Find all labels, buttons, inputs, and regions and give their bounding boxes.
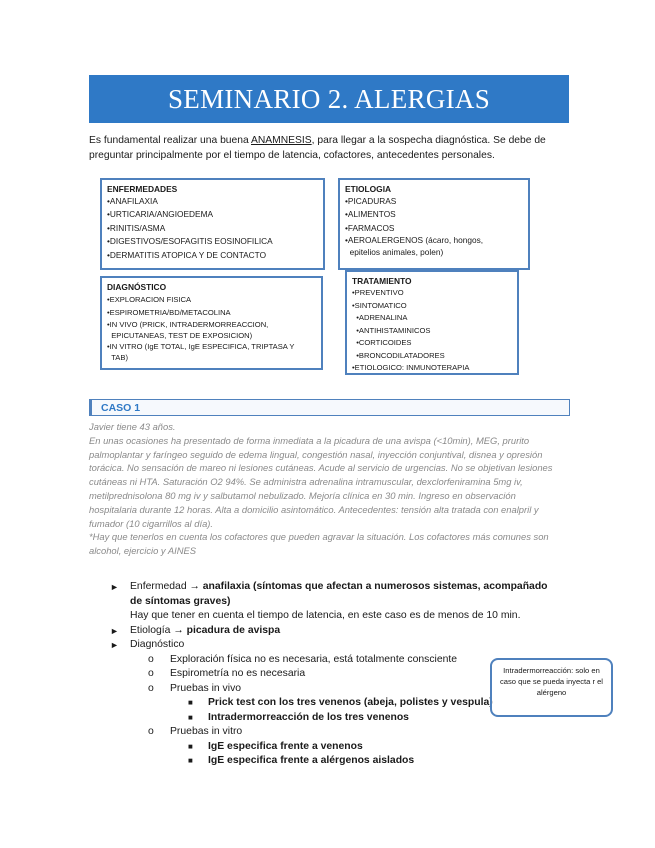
intro-paragraph [89, 133, 574, 163]
box-etiologia-heading: ETIOLOGIA [345, 184, 392, 194]
box-item: •RINITIS/ASMA [107, 222, 166, 233]
box-item: •URTICARIA/ANGIOEDEMA [107, 209, 214, 220]
box-tratamiento-heading: TRATAMIENTO [352, 276, 412, 286]
circle-bullet-icon: o [148, 668, 154, 679]
box-enfermedades [100, 178, 325, 270]
box-item: •BRONCODILATADORES [352, 350, 445, 360]
intro-text-start: Es fundamental realizar una buena [89, 135, 251, 146]
box-item: •FARMACOS [345, 222, 395, 233]
list-text: IgE especifica frente a venenos [208, 740, 363, 752]
box-etiologia [338, 178, 530, 270]
list-text: Prick test con los tres venenos (abeja, polistes y vespula) [208, 697, 493, 708]
intro-text-end: , para llegar a la sospecha diagnóstica. Se debe de preguntar principalmente por el tiempo de latencia, cofactores, antecedentes personales. [89, 135, 546, 161]
square-bullet-icon: ■ [188, 756, 193, 765]
caso-header [89, 399, 570, 416]
box-item: •DERMATITIS ATOPICA Y DE CONTACTO [107, 249, 267, 260]
list-label: Etiología → [130, 624, 187, 636]
box-item: •IN VIVO (PRICK, INTRADERMORREACCION, [107, 320, 269, 329]
caso-label: CASO 1 [101, 401, 141, 414]
arrow-bullet-icon: ► [110, 582, 119, 592]
case-description [89, 420, 564, 558]
circle-bullet-icon: o [148, 653, 154, 665]
title-banner [89, 75, 569, 123]
intro-anamnesis: ANAMNESIS [251, 135, 312, 146]
box-item: •ANAFILAXIA [107, 196, 158, 206]
case-age: Javier tiene 43 años. [89, 421, 176, 432]
list-value: anafilaxia (síntomas que afectan a numerosos sistemas, acompañado de síntomas graves) [130, 581, 548, 607]
case-note: *Hay que tenerlos en cuenta los cofactores que pueden agravar la situación. Los cofactores más comunes son alcohol, ejercicio y AINES [89, 531, 549, 557]
list-text: Intradermorreacción de los tres venenos [208, 711, 409, 723]
box-item: •DIGESTIVOS/ESOFAGITIS EOSINOFILICA [107, 236, 273, 247]
box-item: •ESPIROMETRIA/BD/METACOLINA [107, 308, 231, 317]
list-item [110, 624, 560, 639]
note-text: Intradermorreacción: solo en caso que se pueda inyecta r el alérgeno [499, 666, 603, 697]
list-text: Espirometría no es necesaria [170, 668, 306, 679]
box-item: •IN VITRO (IgE TOTAL, IgE ESPECIFICA, TRIPTASA Y [107, 342, 295, 351]
box-tratamiento [345, 270, 519, 375]
box-item: EPICUTANEAS, TEST DE EXPOSICION) [107, 331, 253, 340]
list-text: Exploración física no es necesaria, está totalmente consciente [170, 653, 458, 665]
circle-bullet-icon: o [148, 726, 154, 737]
page-title: SEMINARIO 2. ALERGIAS [167, 83, 491, 114]
list-item [110, 580, 560, 609]
box-item: •AEROALERGENOS (ácaro, hongos, [345, 235, 484, 246]
case-body: En unas ocasiones ha presentado de forma inmediata a la picadura de una avispa (<10min), MEG, prurito palmoplantar y faríngeo seguido de edema lingual, congestión nasal, inyección conjuntival, disnea y opresión torácica. No sensación de mareo ni lesiones cutáneas. Acude al servicio de urgencias. No se objetivan lesiones cutáneas ni HTA. Saturación O2 94%. Se administra adrenalina intramuscular, dexclorfeniramina 5mg iv, metilprednisolona 80 mg iv y salbutamol nebulizado. Mejoría clínica en 30 min. Ingreso en observación hospitalaria durante 12 horas. Alta a domicilio asintomático. Antecedentes: tensión alta tratada con enalpril y fumador (10 cigarrillos al día). [89, 434, 553, 529]
box-item: epitelios animales, polen) [345, 247, 444, 258]
list-value: picadura de avispa [186, 624, 281, 636]
box-item: •EXPLORACION FISICA [107, 295, 192, 304]
square-bullet-icon: ■ [188, 712, 193, 722]
box-enfermedades-heading: ENFERMEDADES [107, 184, 178, 194]
box-item: •ALIMENTOS [345, 209, 396, 220]
list-label: Diagnóstico [130, 639, 185, 650]
list-item [110, 740, 560, 755]
box-item: •ETIOLOGICO: INMUNOTERAPIA [352, 363, 470, 372]
list-label: Enfermedad → [130, 581, 203, 592]
list-item [110, 725, 560, 740]
box-item: •PREVENTIVO [352, 288, 404, 297]
box-item: •SINTOMATICO [352, 300, 407, 310]
box-item: •PICADURAS [345, 196, 397, 206]
square-bullet-icon: ■ [188, 698, 193, 707]
list-item: Hay que tener en cuenta el tiempo de latencia, en este caso es de menos de 10 min. [130, 610, 521, 621]
box-item: TAB) [107, 353, 128, 362]
list-item [110, 638, 560, 653]
list-text: Pruebas in vitro [170, 726, 243, 737]
list-text: Pruebas in vivo [170, 682, 242, 694]
list-item [110, 754, 560, 769]
square-bullet-icon: ■ [188, 741, 193, 751]
circle-bullet-icon: o [148, 682, 154, 694]
box-diagnostico [100, 276, 323, 370]
box-item: •ADRENALINA [352, 313, 408, 322]
box-item: •ANTIHISTAMINICOS [352, 325, 431, 335]
arrow-bullet-icon: ► [110, 640, 119, 650]
box-diagnostico-heading: DIAGNÓSTICO [107, 282, 167, 292]
box-item: •CORTICOIDES [352, 338, 412, 347]
arrow-bullet-icon: ► [110, 625, 119, 636]
intradermo-note-box [490, 658, 613, 717]
list-text: IgE especifica frente a alérgenos aislados [208, 755, 415, 766]
